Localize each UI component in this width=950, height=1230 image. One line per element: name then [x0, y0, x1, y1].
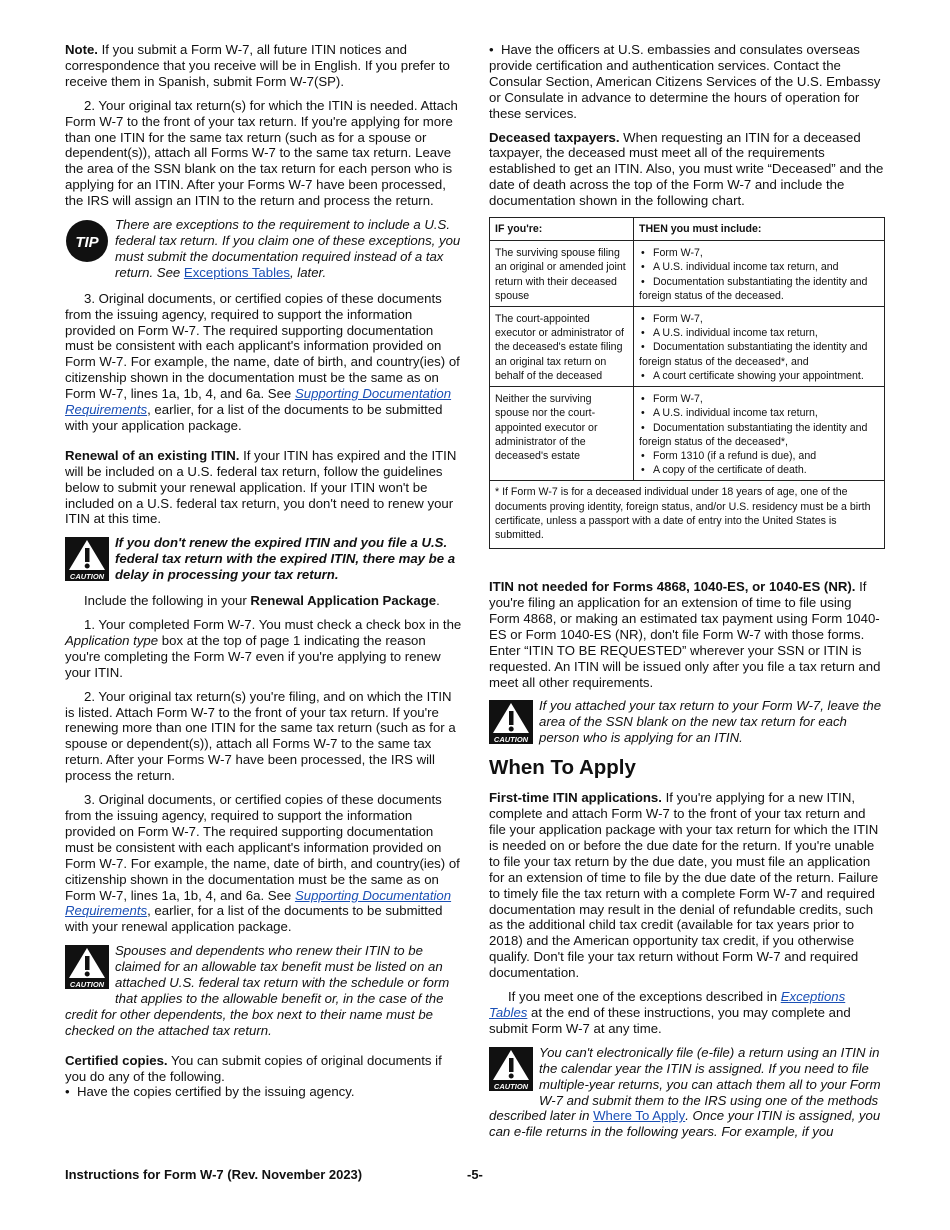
- svg-text:CAUTION: CAUTION: [493, 1081, 529, 1091]
- table-bullet-item: • A court certificate showing your appointment.: [639, 369, 879, 383]
- table-cell-then: [634, 387, 885, 481]
- table-cell-if: Neither the surviving spouse nor the court-appointed executor or administrator of the deceased's estate: [490, 387, 634, 481]
- right-column: [489, 42, 885, 1150]
- table-footnote: * If Form W-7 is for a deceased individual under 18 years of age, one of the documents proving identity, foreign status, and/or U.S. residency must be a birth certificate, unless a passport with a date of entry into the United States is submitted.: [490, 481, 885, 549]
- svg-text:CAUTION: CAUTION: [69, 572, 105, 582]
- not-needed-paragraph: ITIN not needed for Forms 4868, 1040-ES, or 1040-ES (NR). If you're filing an application for an extension of time to file using Form 4868, or making an estimated tax payment using Form 1040-ES or Form 1040-ES (NR), don't file Form W-7 with those forms. Enter “ITIN TO BE REQUESTED” wherever your SSN or ITIN is requested. An ITIN will be issued only after you file a tax return and meet all other requirements.: [489, 579, 881, 690]
- caution-notice-2: CAUTION Spouses and dependents who renew their ITIN to be claimed for an allowable tax benefit must be listed on an attached U.S. federal tax return with the schedule or form that applies to the allowable benefit or, in the case of the credit for other dependents, the box next to their name must be checked on the attached tax return.: [65, 943, 450, 1038]
- footer-title: Instructions for Form W-7 (Rev. November 2023): [65, 1167, 363, 1182]
- tip-notice: TIP There are exceptions to the requirement to include a U.S. federal tax return. If you claim one of these exceptions, you must submit the documentation required instead of a tax return. See Exceptions Tables, later.: [65, 217, 463, 281]
- caution-icon: [65, 537, 109, 581]
- tip-icon: [65, 219, 109, 263]
- page-footer: [65, 1167, 885, 1183]
- caution-notice-4: CAUTION You can't electronically file (e-file) a return using an ITIN in the calendar year the ITIN is assigned. If you need to file multiple-year returns, you can attach them all to your Form W-7 and submit them to the IRS using one of the methods described later in Where To Apply. Once your ITIN is assigned, you can e-file returns in the following years. For example, if you: [489, 1044, 881, 1140]
- table-cell-then: [634, 241, 885, 307]
- caution-icon: [489, 700, 533, 744]
- caution-icon: [65, 945, 109, 989]
- table-bullet-item: • Documentation substantiating the identity and foreign status of the deceased*, and: [639, 340, 879, 368]
- table-cell-if: The surviving spouse filing an original or amended joint return with their deceased spouse: [490, 241, 634, 307]
- caution-notice-1: CAUTION If you don't renew the expired ITIN and you file a U.S. federal tax return with the expired ITIN, there may be a delay in processing your tax return.: [65, 535, 463, 583]
- renewal-item-1: 1. Your completed Form W-7. You must check a check box in the Application type box at the top of page 1 indicating the reason you're completing the Form W-7 even if you're applying to renew your ITIN.: [65, 617, 462, 680]
- svg-text:CAUTION: CAUTION: [69, 980, 105, 990]
- first-time-paragraph: First-time ITIN applications. If you're applying for a new ITIN, complete and attach Form W-7 to the front of your tax return and file your application package with your tax return for which the ITIN is needed on or before the due date for the return. If you're unable to file your tax return by the due date, you must file an application for an extension of time to file by the due date of the return. Failure to timely file the tax return with a complete Form W-7 and required documentation may result in the denial of refundable credits, such as the additional child tax credit (available for tax years prior to 2018) and the American opportunity tax credit, if you otherwise qualify. Don't file your tax return without Form W-7 and required documentation.: [489, 790, 879, 981]
- certified-bullet-1: • Have the copies certified by the issuing agency.: [65, 1084, 355, 1100]
- table-bullet-item: • Documentation substantiating the identity and foreign status of the deceased*,: [639, 421, 879, 449]
- table-header-then: THEN you must include:: [634, 218, 885, 241]
- table-row: [490, 241, 885, 307]
- exceptions-tables-link-2[interactable]: Exceptions Tables: [489, 989, 846, 1020]
- renewal-item-3: 3. Original documents, or certified copies of these documents from the issuing agency, required to support the information provided on Form W-7. The required supporting documentation must be consistent with each applicant's information provided on Form W-7. For example, the name, date of birth, and country(ies) of citizenship shown in the documentation must be the same as on Form W-7, lines 1a, 1b, 4, and 6a. See Supporting Documentation Requirements, earlier, for a list of the documents to be submitted with your renewal application package.: [65, 792, 460, 935]
- table-cell-then: [634, 307, 885, 387]
- where-to-apply-link[interactable]: Where To Apply: [593, 1108, 686, 1124]
- supporting-docs-link-2[interactable]: Supporting Documentation Requirements: [65, 887, 452, 919]
- table-row: [490, 307, 885, 387]
- svg-text:TIP: TIP: [75, 234, 99, 252]
- section-heading: When To Apply: [489, 756, 636, 780]
- include-paragraph: Include the following in your Renewal Application Package.: [84, 593, 440, 609]
- table-cell-if: The court-appointed executor or administrator of the deceased's estate filing an original tax return on behalf of the deceased: [490, 307, 634, 387]
- table-bullet-item: • Form W-7,: [639, 246, 879, 260]
- certified-bullet-2: • Have the officers at U.S. embassies and consulates overseas provide certification and authentication services. Contact the Consular Section, American Citizens Services of the U.S. Embassy or Consulate in advance to determine the hours of operation for these services.: [489, 42, 881, 121]
- table-bullet-item: • Documentation substantiating the identity and foreign status of the deceased.: [639, 275, 879, 303]
- left-column: [65, 42, 463, 1108]
- renewal-item-2: 2. Your original tax return(s) you're filing, and on which the ITIN is listed. Attach Form W-7 to the front of your tax return. If you're renewing more than one ITIN for the same tax return (such as for a spouse or dependent(s)), attach all Forms W-7 to the same tax return. After your Forms W-7 have been processed, the IRS will process the return.: [65, 688, 456, 784]
- table-bullet-item: • Form 1310 (if a refund is due), and: [639, 449, 879, 463]
- table-bullet-item: • A U.S. individual income tax return, and: [639, 260, 879, 274]
- page-number: -5-: [467, 1167, 483, 1182]
- caution-notice-3: CAUTION If you attached your tax return to your Form W-7, leave the area of the SSN blank on the new tax return for each person who is applying for an ITIN.: [489, 698, 885, 746]
- table-bullet-item: • A copy of the certificate of death.: [639, 463, 879, 477]
- supporting-docs-link[interactable]: Supporting Documentation Requirements: [65, 386, 452, 418]
- table-bullet-item: • A U.S. individual income tax return,: [639, 406, 879, 420]
- deceased-table: [489, 217, 885, 549]
- caution-icon: [489, 1047, 533, 1091]
- table-bullet-item: • Form W-7,: [639, 392, 879, 406]
- table-header-if: IF you're:: [490, 218, 634, 241]
- table-bullet-item: • Form W-7,: [639, 312, 879, 326]
- table-row: [490, 387, 885, 481]
- table-bullet-item: • A U.S. individual income tax return,: [639, 326, 879, 340]
- deceased-paragraph: Deceased taxpayers. When requesting an ITIN for a deceased taxpayer, the deceased must meet all of the requirements established to get an ITIN. Also, you must write “Deceased” and the date of death across the top of the Form W-7 and include the documentation shown in the following chart.: [489, 129, 884, 209]
- renewal-paragraph: Renewal of an existing ITIN. If your ITIN has expired and the ITIN will be included on a U.S. federal tax return, follow the guidelines below to submit your renewal application. If your ITIN won't be included on a U.S. federal tax return, you don't need to renew your ITIN at this time.: [65, 447, 457, 527]
- exceptions-tables-link[interactable]: Exceptions Tables: [183, 264, 290, 280]
- note-paragraph: Note. If you submit a Form W-7, all future ITIN notices and correspondence that you receive will be in English. If you prefer to receive them in Spanish, submit Form W-7(SP).: [65, 42, 450, 89]
- svg-text:CAUTION: CAUTION: [493, 735, 529, 745]
- item-2-paragraph: 2. Your original tax return(s) for which the ITIN is needed. Attach Form W-7 to the front of your tax return. If you're applying for more than one ITIN for the same tax return (such as for a spouse or dependent(s)), attach all Forms W-7 to the same tax return. Leave the area of the SSN blank on the tax return for each person who is applying for an ITIN. After your Forms W-7 have been processed, the IRS will assign an ITIN to the return and process the return.: [65, 97, 458, 209]
- item-3-paragraph: 3. Original documents, or certified copies of these documents from the issuing agency, required to support the information provided on Form W-7. The required supporting documentation must be consistent with each applicant's information provided on Form W-7. For example, the name, date of birth, and country(ies) of citizenship shown in the documentation must be the same as on Form W-7, lines 1a, 1b, 4, and 6a. See Supporting Documentation Requirements, earlier, for a list of the documents to be submitted with your application package.: [65, 290, 460, 433]
- exceptions-paragraph: If you meet one of the exceptions described in Exceptions Tables at the end of these instructions, you may complete and submit Form W-7 at any time.: [489, 989, 851, 1036]
- certified-copies-paragraph: Certified copies. You can submit copies of original documents if you do any of the following.: [65, 1052, 442, 1084]
